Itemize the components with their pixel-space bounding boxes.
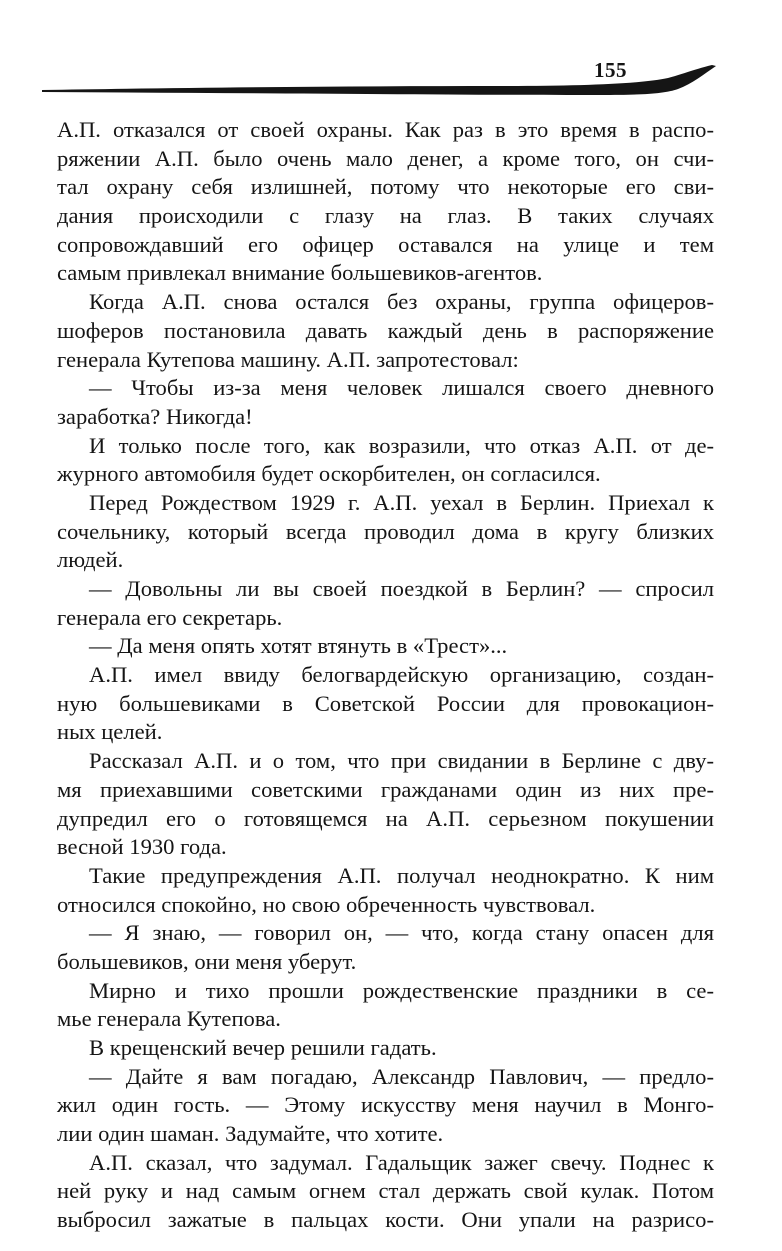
text-line: Рассказал А.П. и о том, что при свидании в Берлине с дву-	[89, 748, 714, 774]
page-text	[57, 116, 714, 1235]
text-line: тал охрану себя излишней, потому что некоторые его сви-	[57, 174, 714, 200]
text-line: И только после того, как возразили, что отказ А.П. от де-	[89, 432, 714, 458]
text-line: — Дайте я вам погадаю, Александр Павлович, — предло-	[89, 1063, 714, 1089]
text-line: генерала его секретарь.	[57, 604, 283, 630]
text-line: выбросил зажатые в пальцах кости. Они упали на разрисо-	[57, 1207, 714, 1233]
text-line: сопровождавший его офицер оставался на улице и тем	[57, 231, 714, 257]
text-line: самым привлекал внимание большевиков-агентов.	[57, 260, 543, 286]
text-line: Перед Рождеством 1929 г. А.П. уехал в Берлин. Приехал к	[89, 489, 714, 515]
text-line: дания происходили с глазу на глаз. В таких случаях	[57, 203, 714, 229]
text-line: людей.	[57, 547, 124, 573]
text-line: относился спокойно, но свою обреченность чувствовал.	[57, 891, 596, 917]
text-line: мя приехавшими советскими гражданами один из них пре-	[57, 776, 714, 802]
text-line: В крещенский вечер решили гадать.	[89, 1035, 437, 1060]
page-number: 155	[594, 58, 627, 82]
text-line: А.П. отказался от своей охраны. Как раз в это время в распо-	[57, 117, 714, 142]
text-line: ряжении А.П. было очень мало денег, а кроме того, он счи-	[57, 145, 714, 171]
text-line: А.П. имел ввиду белогвардейскую организацию, создан-	[89, 662, 714, 688]
text-line: жил один гость. — Этому искусству меня научил в Монго-	[57, 1092, 714, 1118]
text-line: ных целей.	[57, 719, 163, 745]
text-line: — Чтобы из-за меня человек лишался своего дневного	[89, 375, 714, 401]
text-line: ней руку и над самым огнем стал держать свой кулак. Потом	[57, 1178, 714, 1204]
text-line: А.П. сказал, что задумал. Гадальщик зажег свечу. Поднес к	[89, 1149, 714, 1175]
text-line: журного автомобиля будет оскорбителен, он согласился.	[57, 461, 601, 487]
text-line: мье генерала Кутепова.	[57, 1006, 281, 1032]
text-line: заработка? Никогда!	[57, 403, 253, 429]
text-line: весной 1930 года.	[57, 834, 227, 860]
text-line: — Я знаю, — говорил он, — что, когда стану опасен для	[89, 920, 714, 946]
text-line: Мирно и тихо прошли рождественские праздники в се-	[89, 977, 714, 1003]
text-line: генерала Кутепова машину. А.П. запротестовал:	[57, 346, 519, 372]
text-line: Когда А.П. снова остался без охраны, группа офицеров-	[89, 289, 714, 315]
text-line: шоферов постановила давать каждый день в распоряжение	[57, 317, 714, 343]
text-line: дупредил его о готовящемся на А.П. серьезном покушении	[57, 805, 714, 831]
text-line: — Довольны ли вы своей поездкой в Берлин? — спросил	[89, 576, 714, 601]
text-line: Такие предупреждения А.П. получал неоднократно. К ним	[89, 862, 714, 888]
text-line: лии один шаман. Задумайте, что хотите.	[57, 1121, 444, 1147]
text-line: ную большевиками в Советской России для провокацион-	[57, 690, 714, 716]
text-line: сочельнику, который всегда проводил дома в кругу близких	[57, 518, 714, 544]
text-line: большевиков, они меня уберут.	[57, 948, 357, 974]
text-line: — Да меня опять хотят втянуть в «Трест»...	[89, 633, 508, 659]
